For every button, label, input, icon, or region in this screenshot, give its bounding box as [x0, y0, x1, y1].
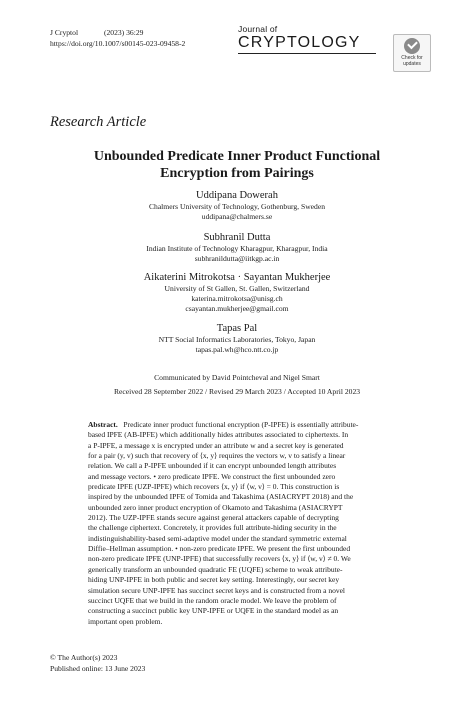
author-name: Uddipana Dowerah [196, 190, 278, 201]
paper-title [0, 148, 474, 182]
volume-info: (2023) 36:29 [103, 28, 144, 37]
abstract-line: 2012). The UZP-IPFE stands secure against general attackers capable of decrypting [88, 513, 339, 523]
author-affiliation: Indian Institute of Technology Kharagpur, Kharagpur, India [146, 244, 328, 253]
author-affiliation: University of St Gallen, St. Gallen, Switzerland [164, 284, 310, 293]
doi-link[interactable]: https://doi.org/10.1007/s00145-023-09458-2 [50, 39, 186, 48]
abstract-line: constructing a succinct public key UNP-IPFE or UQFE in the standard model as an [88, 606, 339, 616]
title-line-1: Unbounded Predicate Inner Product Functional [93, 149, 381, 164]
abstract-line: inspired by the unbounded IPFE of Tomida and Takashima (ASIACRYPT 2018) and the [88, 492, 354, 502]
author-email[interactable]: uddipana@chalmers.se [201, 212, 273, 221]
history-dates: Received 28 September 2022 / Revised 29 March 2023 / Accepted 10 April 2023 [113, 387, 361, 396]
published-date: Published online: 13 June 2023 [50, 664, 146, 673]
abstract-line: hiding UNP-IPFE in both public and secret key setting. Interestingly, our secret key [88, 575, 340, 585]
author-name: Tapas Pal [216, 323, 258, 334]
journal-rule [238, 53, 376, 54]
author-name: Subhranil Dutta [203, 232, 271, 243]
abstract-label: Abstract. [88, 420, 118, 429]
author-affiliation: NTT Social Informatics Laboratories, Tokyo, Japan [158, 335, 316, 344]
abstract-line: a P-IPFE, a message x is encrypted under an attribute w and a secret key is generated [88, 440, 344, 450]
header-citation [50, 27, 185, 49]
abstract-line: succinct UQFE that we build in the random oracle model. We leave the problem of [88, 595, 337, 605]
author-email[interactable]: subhranildutta@iitkgp.ac.in [194, 254, 280, 263]
abstract-line: generically transform an unbounded quadratic FE (UQFE) scheme to weak attribute- [88, 564, 343, 574]
abstract-line: predicate IPFE (UZP-IPFE) which recovers ⟨x, y⟩ if ⟨w, v⟩ = 0. This construction is [88, 482, 340, 492]
abstract-line: Diffie–Hellman assumption. • non-zero predicate IPFE. We present the first unbounded [88, 544, 351, 554]
article-type: Research Article [50, 114, 147, 130]
abstract-line: for a pair (y, v) such that recovery of ⟨x, y⟩ requires the vectors w, v to satisfy a linear [88, 451, 346, 461]
author-affiliation: Chalmers University of Technology, Gothenburg, Sweden [148, 202, 326, 211]
copyright-notice: © The Author(s) 2023 [50, 653, 118, 662]
abstract-line: the challenge ciphertext. Concretely, it provides full attribute-hiding security in the [88, 523, 337, 533]
author-block-2 [0, 231, 474, 264]
author-block-1 [0, 189, 474, 222]
journal-name: CRYPTOLOGY [238, 34, 361, 51]
author-email-2[interactable]: csayantan.mukherjee@gmail.com [185, 304, 289, 313]
author-name: Aikaterini Mitrokotsa · Sayantan Mukherjee [143, 272, 331, 283]
abstract-line: relation. We call a P-IPFE unbounded if it can encrypt unbounded length attributes [88, 461, 337, 471]
checkmark-icon [404, 38, 420, 54]
abstract-line: and message vectors. • zero predicate IPFE. We construct the first unbounded zero [88, 471, 336, 481]
abstract-line: based IPFE (AB-IPFE) which additionally hides attributes associated to ciphertexts. In [88, 430, 349, 440]
footer [50, 652, 145, 674]
abstract-line: non-zero predicate IPFE (UNP-IPFE) that successfully recovers ⟨x, y⟩ if ⟨w, v⟩ ≠ 0. We [88, 554, 351, 564]
abstract-line: indistinguishability-based semi-adaptive model under the standard symmetric external [88, 533, 347, 543]
journal-abbrev: J Cryptol [50, 28, 79, 37]
badge-line-1: Check for [401, 55, 423, 61]
check-for-updates-badge[interactable] [393, 34, 431, 72]
abstract-line: unbounded zero inner product encryption of Okamoto and Takashima (ASIACRYPT [88, 502, 343, 512]
abstract [88, 420, 386, 627]
abstract-line: simulation secure UNP-IPFE has succinct secret keys and is constructed from a novel [88, 585, 346, 595]
journal-logo [238, 24, 378, 54]
abstract-line: important open problem. [88, 616, 163, 626]
author-block-4 [0, 322, 474, 355]
journal-of-text: Journal of [238, 24, 278, 34]
title-line-2: Encryption from Pairings [160, 166, 314, 181]
badge-line-2: updates [403, 61, 421, 67]
communicated-by: Communicated by David Pointcheval and Nigel Smart [154, 373, 320, 382]
author-email[interactable]: katerina.mitrokotsa@unisg.ch [191, 294, 283, 303]
abstract-line: Abstract. Predicate inner product functional encryption (P-IPFE) is essentially attribute- [88, 420, 359, 429]
author-block-3 [0, 271, 474, 314]
author-email[interactable]: tapas.pal.wh@hco.ntt.co.jp [195, 345, 279, 354]
